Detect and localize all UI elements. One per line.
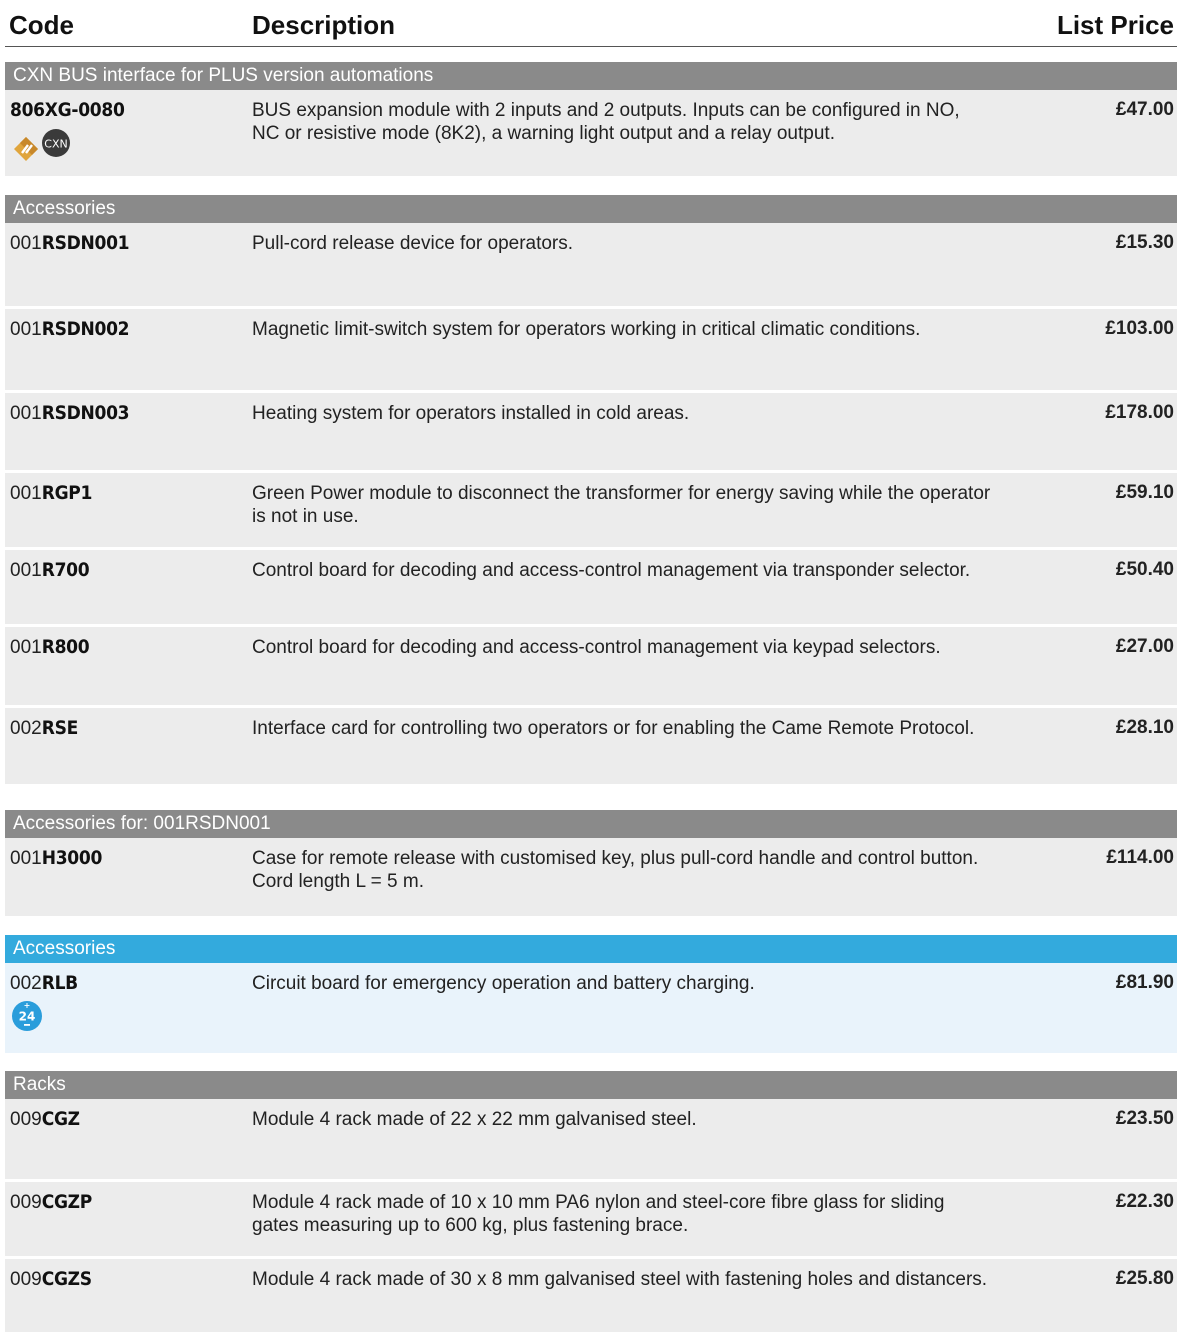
svg-text:CXN: CXN xyxy=(44,137,68,151)
product-description: Pull-cord release device for operators. xyxy=(252,233,574,254)
product-description: Control board for decoding and access-control management via keypad selectors. xyxy=(252,637,941,658)
product-code: 001RSDN001 xyxy=(10,232,130,254)
product-code: 009CGZP xyxy=(10,1191,92,1213)
table-row xyxy=(5,223,1177,306)
product-description: Heating system for operators installed in cold areas. xyxy=(252,403,690,424)
product-price: £81.90 xyxy=(1115,972,1174,993)
header-divider xyxy=(5,46,1177,47)
product-description: BUS expansion module with 2 inputs and 2 outputs. Inputs can be configured in NO, NC or resistive mode (8K2), a warning light output and a relay output. xyxy=(252,100,960,144)
product-code: 002RLB xyxy=(10,972,78,994)
section-header: Racks xyxy=(5,1071,1177,1099)
product-price: £23.50 xyxy=(1115,1108,1174,1129)
product-price: £15.30 xyxy=(1115,232,1174,253)
section-header: Accessories for: 001RSDN001 xyxy=(5,810,1177,838)
product-code: 001H3000 xyxy=(10,847,103,869)
product-code: 001RSDN003 xyxy=(10,402,130,424)
section-header: Accessories xyxy=(5,935,1177,963)
product-price: £103.00 xyxy=(1105,318,1174,339)
svg-text:+: + xyxy=(23,1001,31,1010)
product-description: Module 4 rack made of 22 x 22 mm galvanised steel. xyxy=(252,1109,697,1130)
product-code: 001RSDN002 xyxy=(10,318,130,340)
24v-battery-icon xyxy=(12,1001,42,1031)
product-code: 001R700 xyxy=(10,559,90,581)
plus-badge-icon xyxy=(14,137,38,161)
product-price: £25.80 xyxy=(1115,1268,1174,1289)
product-description: Circuit board for emergency operation and battery charging. xyxy=(252,973,755,994)
table-row xyxy=(5,90,1177,176)
product-code: 001R800 xyxy=(10,636,90,658)
product-price: £28.10 xyxy=(1115,717,1174,738)
section-header: CXN BUS interface for PLUS version automations xyxy=(5,62,1177,90)
product-price: £47.00 xyxy=(1115,99,1174,120)
product-price: £178.00 xyxy=(1105,402,1174,423)
product-code: 002RSE xyxy=(10,717,78,739)
column-header-description: Description xyxy=(252,10,396,40)
product-price: £50.40 xyxy=(1115,559,1174,580)
product-description: Interface card for controlling two operators or for enabling the Came Remote Protocol. xyxy=(252,718,975,739)
table-row xyxy=(5,393,1177,470)
table-row xyxy=(5,627,1177,705)
column-header-code: Code xyxy=(9,10,74,40)
product-code: 009CGZS xyxy=(10,1268,92,1290)
badge-icons xyxy=(10,998,46,1034)
section-header: Accessories xyxy=(5,195,1177,223)
cxn-badge-icon xyxy=(42,129,70,157)
table-row xyxy=(5,550,1177,624)
product-price: £27.00 xyxy=(1115,636,1174,657)
product-code: 009CGZ xyxy=(10,1108,80,1130)
product-price: £59.10 xyxy=(1115,482,1174,503)
product-code: 806XG-0080 xyxy=(10,99,125,121)
table-header xyxy=(0,0,1179,46)
product-price: £22.30 xyxy=(1115,1191,1174,1212)
table-row xyxy=(5,838,1177,916)
product-code: 001RGP1 xyxy=(10,482,93,504)
product-price: £114.00 xyxy=(1106,847,1174,868)
badge-icons xyxy=(10,125,90,161)
table-row xyxy=(5,1182,1177,1256)
product-description: Module 4 rack made of 30 x 8 mm galvanised steel with fastening holes and distancers. xyxy=(252,1269,988,1290)
product-description: Green Power module to disconnect the transformer for energy saving while the operator is not in use. xyxy=(252,483,991,527)
table-row xyxy=(5,963,1177,1053)
table-row xyxy=(5,1259,1177,1332)
table-row xyxy=(5,309,1177,390)
table-row xyxy=(5,473,1177,547)
svg-text:24: 24 xyxy=(18,1009,36,1024)
product-description: Case for remote release with customised key, plus pull-cord handle and control button. Cord length L = 5 m. xyxy=(252,848,979,892)
column-header-list-price: List Price xyxy=(1056,10,1174,40)
product-description: Module 4 rack made of 10 x 10 mm PA6 nylon and steel-core fibre glass for sliding gates measuring up to 600 kg, plus fastening brace. xyxy=(252,1192,945,1236)
product-description: Magnetic limit-switch system for operators working in critical climatic conditions. xyxy=(252,319,921,340)
product-description: Control board for decoding and access-control management via transponder selector. xyxy=(252,560,971,581)
table-row xyxy=(5,1099,1177,1179)
table-row xyxy=(5,708,1177,784)
